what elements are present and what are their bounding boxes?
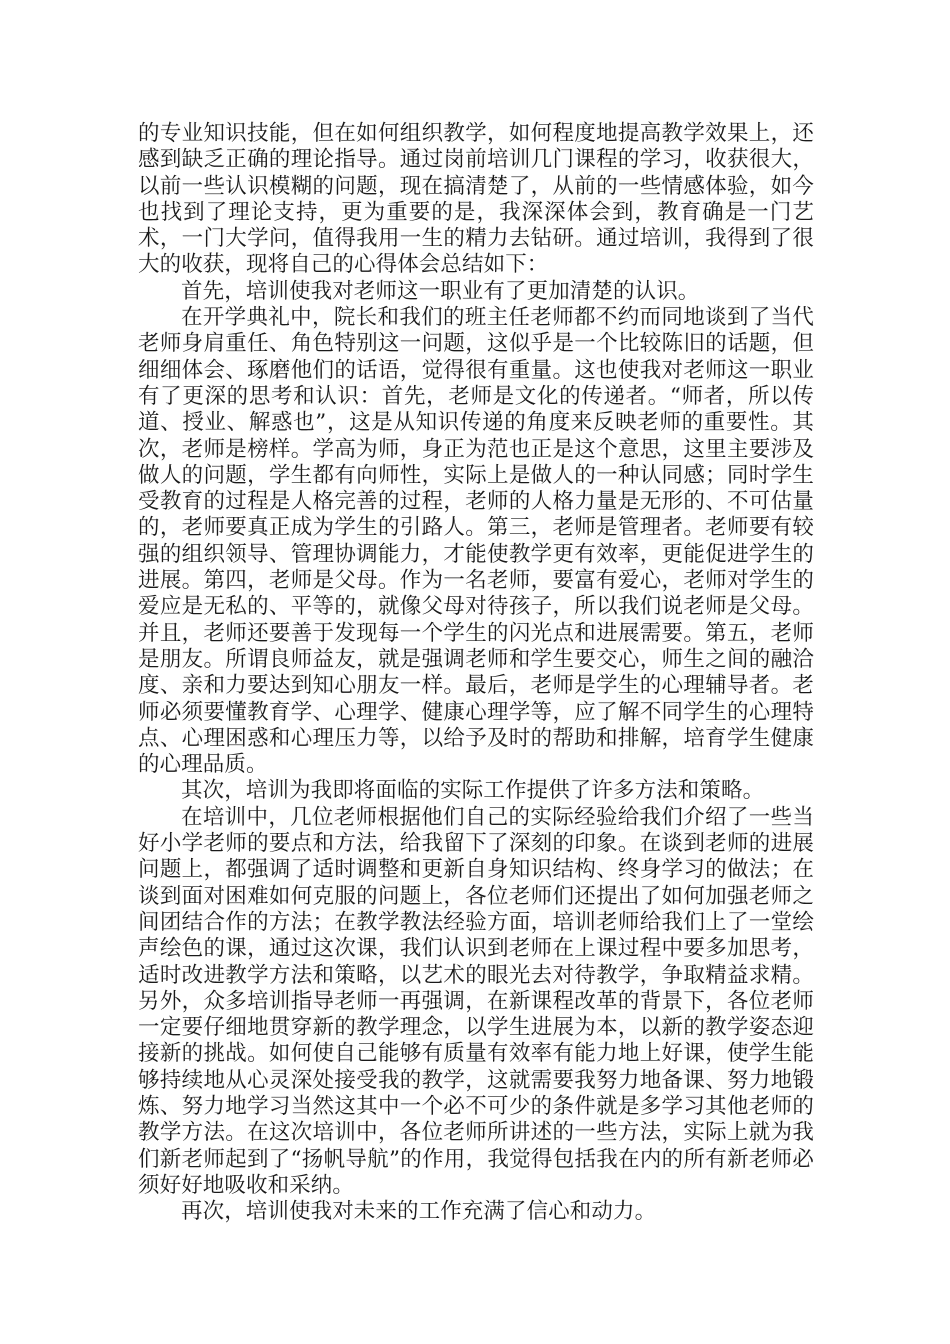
paragraph-training-methods: 在培训中，几位老师根据他们自己的实际经验给我们介绍了一些当好小学老师的要点和方法，给我留下了深刻的印象。在谈到老师的进展问题上，都强调了适时调整和更新自身知识结构、终身学习的做法；在谈到面对困难如何克服的问题上，各位老师们还提出了如何加强老师之间团结合作的方法；在教学教法经验方面，培训老师给我们上了一堂绘声绘色的课，通过这次课，我们认识到老师在上课过程中要多加思考，适时改进教学方法和策略，以艺术的眼光去对待教学，争取精益求精。另外，众多培训指导老师一再强调，在新课程改革的背景下，各位老师一定要仔细地贯穿新的教学理念，以学生进展为本，以新的教学姿态迎接新的挑战。如何使自己能够有质量有效率有能力地上好课，使学生能够持续地从心灵深处接受我的教学，这就需要我努力地备课、努力地锻炼、努力地学习当然这其中一个必不可少的条件就是多学习其他老师的教学方法。在这次培训中，各位老师所讲述的一些方法，实际上就为我们新老师起到了“扬帆导航”的作用，我觉得包括我在内的所有新老师必须好好地吸收和采纳。 xyxy=(138,804,814,1198)
document-body xyxy=(138,121,814,1225)
paragraph-heading-third: 再次，培训使我对未来的工作充满了信心和动力。 xyxy=(181,1199,657,1225)
paragraph-teacher-roles: 在开学典礼中，院长和我们的班主任老师都不约而同地谈到了当代老师身肩重任、角色特别这一问题，这似乎是一个比较陈旧的话题，但细细体会、琢磨他们的话语，觉得很有重量。这也使我对老师这一职业有了更深的思考和认识：首先，老师是文化的传递者。“师者，所以传道、授业、解惑也”，这是从知识传递的角度来反映老师的重要性。其次，老师是榜样。学高为师，身正为范也正是这个意思，这里主要涉及做人的问题，学生都有向师性，实际上是做人的一种认同感；同时学生受教育的过程是人格完善的过程，老师的人格力量是无形的、不可估量的，老师要真正成为学生的引路人。第三，老师是管理者。老师要有较强的组织领导、管理协调能力，才能使教学更有效率，更能促进学生的进展。第四，老师是父母。作为一名老师，要富有爱心，老师对学生的爱应是无私的、平等的，就像父母对待孩子，所以我们说老师是父母。并且，老师还要善于发现每一个学生的闪光点和进展需要。第五，老师是朋友。所谓良师益友，就是强调老师和学生要交心，师生之间的融洽度、亲和力要达到知心朋友一样。最后，老师是学生的心理辅导者。老师必须要懂教育学、心理学、健康心理学等，应了解不同学生的心理特点、心理困惑和心理压力等，以给予及时的帮助和排解，培育学生健康的心理品质。 xyxy=(138,305,814,778)
paragraph-intro: 的专业知识技能，但在如何组织教学，如何程度地提高教学效果上，还感到缺乏正确的理论指导。通过岗前培训几门课程的学习，收获很大，以前一些认识模糊的问题，现在搞清楚了，从前的一些情感体验，如今也找到了理论支持，更为重要的是，我深深体会到，教育确是一门艺术，一门大学问，值得我用一生的精力去钻研。通过培训，我得到了很大的收获，现将自己的心得体会总结如下： xyxy=(138,121,814,278)
paragraph-heading-second: 其次，培训为我即将面临的实际工作提供了许多方法和策略。 xyxy=(181,778,765,804)
paragraph-heading-first: 首先，培训使我对老师这一职业有了更加清楚的认识。 xyxy=(181,278,700,304)
